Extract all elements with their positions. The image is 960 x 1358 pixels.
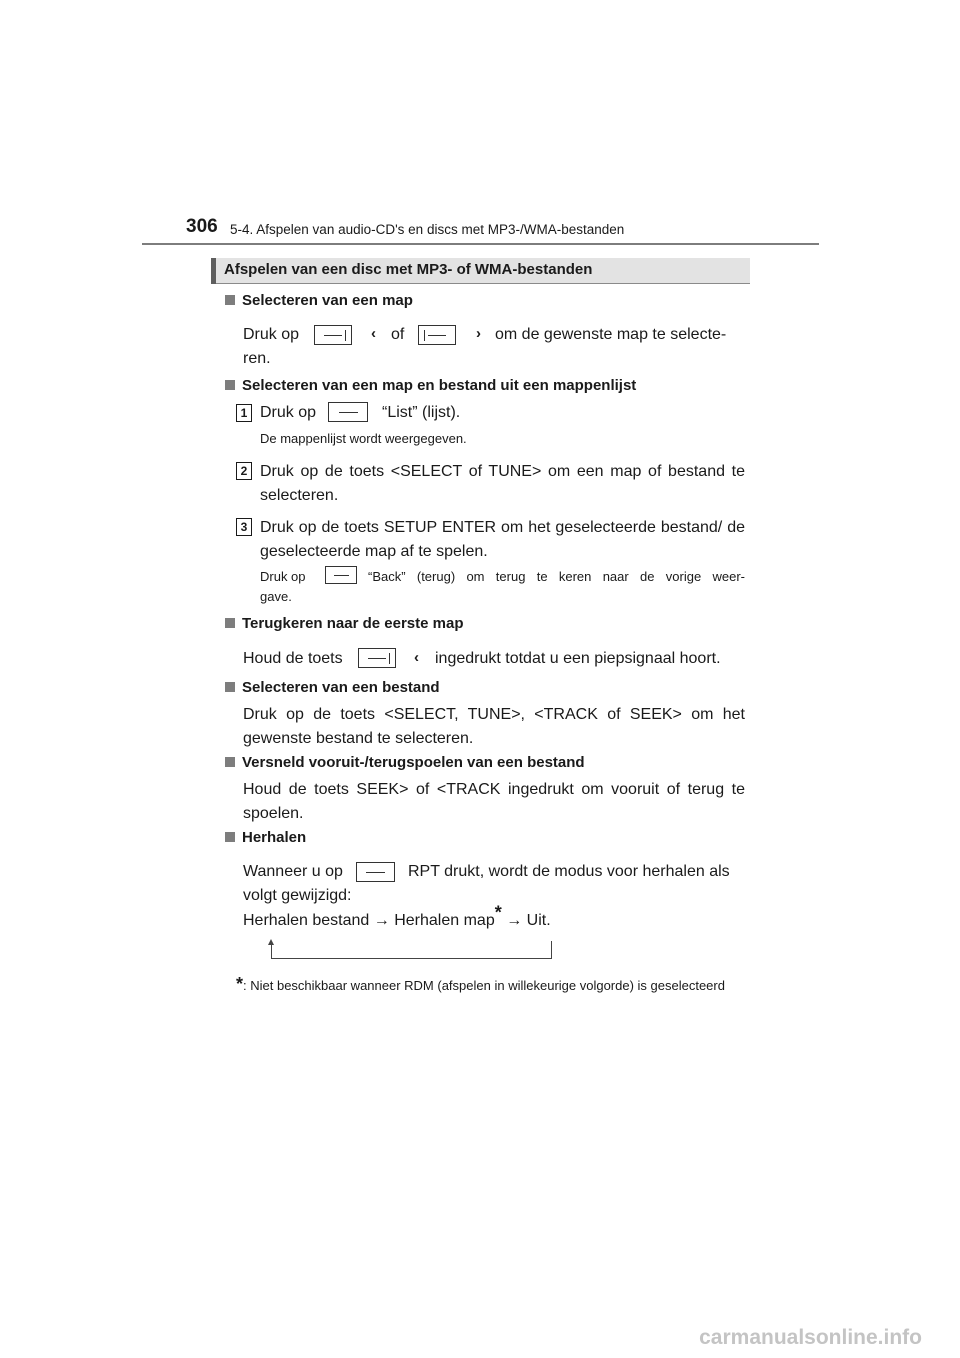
header-rule	[142, 243, 819, 245]
footnote: *: Niet beschikbaar wanneer RDM (afspelen in willekeurige volgorde) is geselecteerd	[236, 974, 725, 994]
section-title: Afspelen van een disc met MP3- of WMA-bestanden	[224, 261, 593, 278]
step1-note: De mappenlijst wordt weergegeven.	[260, 431, 467, 446]
folder-button-icon	[314, 325, 352, 345]
step-number-2: 2	[236, 462, 252, 480]
loop-arrow-up-icon	[271, 942, 272, 959]
select-folder-text-line2: ren.	[243, 350, 271, 367]
heading-fast-forward: Versneld vooruit-/terugspoelen van een bestand	[225, 754, 585, 771]
rpt-button-icon	[356, 862, 395, 882]
step3-text: Druk op de toets SETUP ENTER om het geselecteerde bestand/ de geselecteerde map af te spelen.	[260, 519, 745, 560]
chevron-right-icon: ›	[476, 325, 481, 342]
chevron-left-icon: ‹	[414, 649, 419, 666]
asterisk-mark: *	[236, 974, 244, 994]
arrow-right-icon: →	[373, 912, 390, 929]
square-bullet-icon	[225, 295, 235, 305]
heading-repeat: Herhalen	[225, 829, 306, 846]
step1-text-b: “List” (lijst).	[382, 404, 461, 421]
step3-note-a: Druk op	[260, 569, 306, 584]
folder-button-icon-3	[358, 648, 396, 668]
square-bullet-icon	[225, 832, 235, 842]
select-folder-text-a: Druk op	[243, 326, 300, 343]
heading-back-to-first: Terugkeren naar de eerste map	[225, 615, 463, 632]
step2-text: Druk op de toets <SELECT of TUNE> om een map of bestand te selecteren.	[260, 463, 745, 504]
step1-text-a: Druk op	[260, 404, 317, 421]
chevron-left-icon: ‹	[371, 325, 376, 342]
square-bullet-icon	[225, 380, 235, 390]
select-file-text: Druk op de toets <SELECT, TUNE>, <TRACK of SEEK> om het gewenste bestand te selecteren.	[243, 706, 745, 747]
list-button-icon	[328, 402, 368, 422]
select-folder-text-of: of	[391, 326, 405, 343]
page-number: 306	[186, 216, 218, 237]
asterisk-mark: *	[494, 902, 502, 923]
heading-select-folder: Selecteren van een map	[225, 292, 413, 309]
back-button-icon	[325, 566, 357, 584]
square-bullet-icon	[225, 618, 235, 628]
heading-select-from-list: Selecteren van een map en bestand uit een mappenlijst	[225, 377, 636, 394]
arrow-right-icon: →	[506, 912, 523, 929]
square-bullet-icon	[225, 757, 235, 767]
step-number-3: 3	[236, 518, 252, 536]
repeat-text-a: Wanneer u op	[243, 863, 343, 880]
folder-button-icon-2	[418, 325, 456, 345]
repeat-text-b: RPT drukt, wordt de modus voor herhalen als	[408, 863, 730, 880]
fast-forward-text: Houd de toets SEEK> of <TRACK ingedrukt om vooruit of terug te spoelen.	[243, 781, 745, 822]
running-head: 5-4. Afspelen van audio-CD's en discs met MP3-/WMA-bestanden	[230, 222, 625, 237]
repeat-sequence: Herhalen bestand → Herhalen map* → Uit.	[243, 902, 551, 929]
watermark: carmanualsonline.info	[699, 1326, 922, 1349]
step3-note-b: “Back” (terug) om terug te keren naar de vorige weer-	[368, 569, 745, 584]
select-folder-text-c: om de gewenste map te selecte-	[495, 326, 727, 343]
loop-line	[271, 958, 552, 959]
section-marker	[211, 258, 216, 284]
loop-line-end	[551, 941, 552, 959]
back-to-first-text-b: ingedrukt totdat u een piepsignaal hoort.	[435, 650, 721, 667]
step3-note-c: gave.	[260, 589, 292, 604]
step-number-1: 1	[236, 404, 252, 422]
heading-select-file: Selecteren van een bestand	[225, 679, 440, 696]
square-bullet-icon	[225, 682, 235, 692]
repeat-text-line2: volgt gewijzigd:	[243, 887, 352, 904]
back-to-first-text-a: Houd de toets	[243, 650, 343, 667]
